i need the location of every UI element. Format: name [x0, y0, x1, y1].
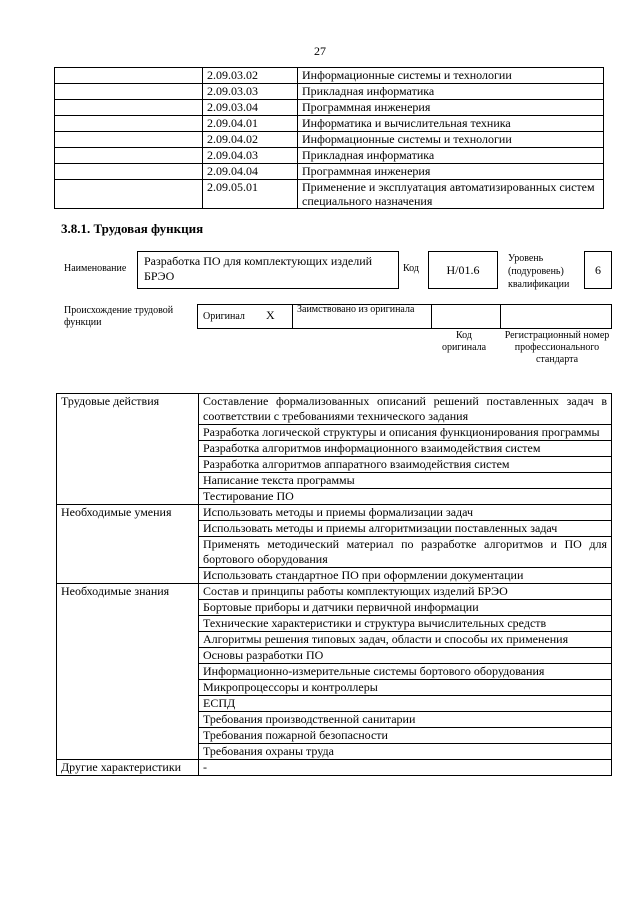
table-row [57, 394, 612, 425]
category-cell [57, 680, 199, 696]
original-mark: X [266, 308, 275, 322]
divider [292, 305, 293, 328]
category-cell [57, 728, 199, 744]
item-cell: Применять методический материал по разработке алгоритмов и ПО для бортового оборудования [199, 537, 612, 568]
empty-cell [55, 68, 203, 84]
category-cell [57, 457, 199, 473]
item-cell: Технические характеристики и структура вычислительных средств [199, 616, 612, 632]
function-name: Разработка ПО для комплектующих изделий БРЭО [137, 251, 399, 289]
table-row [55, 132, 604, 148]
specialty-name: Информационные системы и технологии [298, 68, 604, 84]
page-number: 27 [314, 44, 326, 58]
category-cell [57, 600, 199, 616]
category-cell [57, 441, 199, 457]
specialty-name: Программная инженерия [298, 164, 604, 180]
category-cell [57, 473, 199, 489]
table-row [57, 457, 612, 473]
specialty-code: 2.09.04.03 [203, 148, 298, 164]
level-label: Уровень (подуровень) квалификации [508, 253, 570, 290]
category-cell [57, 632, 199, 648]
item-cell: Разработка логической структуры и описания функционирования программы [199, 425, 612, 441]
item-cell: Использовать методы и приемы алгоритмизации поставленных задач [199, 521, 612, 537]
divider [431, 305, 432, 328]
table-row [55, 68, 604, 84]
table-row [57, 441, 612, 457]
specialties-table [54, 67, 604, 209]
table-row [55, 180, 604, 209]
origin-label: Происхождение трудовой функции [64, 305, 174, 328]
specialty-name: Информатика и вычислительная техника [298, 116, 604, 132]
item-cell: Основы разработки ПО [199, 648, 612, 664]
original-label: Оригинал [203, 311, 245, 322]
category-cell: Другие характеристики [57, 760, 199, 776]
category-cell [57, 489, 199, 505]
table-row [57, 712, 612, 728]
function-table [56, 393, 612, 776]
item-cell: Использовать стандартное ПО при оформлении документации [199, 568, 612, 584]
code-label: Код [403, 263, 419, 274]
specialty-name: Информационные системы и технологии [298, 132, 604, 148]
category-cell [57, 521, 199, 537]
category-cell [57, 648, 199, 664]
item-cell: - [199, 760, 612, 776]
empty-cell [55, 116, 203, 132]
specialty-name: Программная инженерия [298, 100, 604, 116]
table-row [57, 473, 612, 489]
specialty-code: 2.09.04.02 [203, 132, 298, 148]
item-cell: ЕСПД [199, 696, 612, 712]
specialty-code: 2.09.03.03 [203, 84, 298, 100]
function-code: H/01.6 [428, 251, 498, 289]
table-row [55, 164, 604, 180]
category-cell [57, 537, 199, 568]
table-row [57, 696, 612, 712]
specialty-name: Прикладная информатика [298, 84, 604, 100]
item-cell: Состав и принципы работы комплектующих изделий БРЭО [199, 584, 612, 600]
section-title: 3.8.1. Трудовая функция [61, 221, 204, 236]
table-row [55, 116, 604, 132]
item-cell: Требования охраны труда [199, 744, 612, 760]
empty-cell [55, 84, 203, 100]
category-cell: Необходимые умения [57, 505, 199, 521]
table-row [57, 616, 612, 632]
category-cell [57, 664, 199, 680]
table-row [57, 568, 612, 584]
table-row [55, 148, 604, 164]
specialty-name: Применение и эксплуатация автоматизированных систем специального назначения [298, 180, 604, 209]
item-cell: Требования пожарной безопасности [199, 728, 612, 744]
divider [500, 305, 501, 328]
item-cell: Составление формализованных описаний решений поставленных задач в соответствии с требованиями технического задания [199, 394, 612, 425]
category-cell: Трудовые действия [57, 394, 199, 425]
table-row [57, 584, 612, 600]
table-row [57, 680, 612, 696]
item-cell: Написание текста программы [199, 473, 612, 489]
item-cell: Алгоритмы решения типовых задач, области и способы их применения [199, 632, 612, 648]
item-cell: Требования производственной санитарии [199, 712, 612, 728]
empty-cell [55, 164, 203, 180]
code-caption: Код оригинала [441, 330, 487, 353]
item-cell: Тестирование ПО [199, 489, 612, 505]
qualification-level: 6 [584, 251, 612, 289]
item-cell: Использовать методы и приемы формализации задач [199, 505, 612, 521]
empty-cell [55, 180, 203, 209]
specialty-code: 2.09.03.02 [203, 68, 298, 84]
empty-cell [55, 100, 203, 116]
table-row [57, 521, 612, 537]
table-row [57, 489, 612, 505]
table-row [57, 648, 612, 664]
table-row [57, 632, 612, 648]
table-row [55, 84, 604, 100]
specialty-name: Прикладная информатика [298, 148, 604, 164]
empty-cell [55, 132, 203, 148]
item-cell: Микропроцессоры и контроллеры [199, 680, 612, 696]
name-label: Наименование [64, 263, 127, 274]
category-cell: Необходимые знания [57, 584, 199, 600]
table-row [57, 537, 612, 568]
table-row [57, 505, 612, 521]
borrowed-label: Заимствовано из оригинала [297, 304, 415, 315]
category-cell [57, 744, 199, 760]
specialty-code: 2.09.04.01 [203, 116, 298, 132]
category-cell [57, 712, 199, 728]
table-row [57, 664, 612, 680]
table-row [57, 760, 612, 776]
category-cell [57, 696, 199, 712]
table-row [55, 100, 604, 116]
table-row [57, 744, 612, 760]
specialty-code: 2.09.05.01 [203, 180, 298, 209]
category-cell [57, 616, 199, 632]
item-cell: Бортовые приборы и датчики первичной информации [199, 600, 612, 616]
empty-cell [55, 148, 203, 164]
item-cell: Разработка алгоритмов аппаратного взаимодействия систем [199, 457, 612, 473]
specialty-code: 2.09.04.04 [203, 164, 298, 180]
table-row [57, 425, 612, 441]
table-row [57, 728, 612, 744]
table-row [57, 600, 612, 616]
item-cell: Информационно-измерительные системы бортового оборудования [199, 664, 612, 680]
reg-caption: Регистрационный номер профессионального стандарта [504, 330, 610, 365]
category-cell [57, 568, 199, 584]
specialty-code: 2.09.03.04 [203, 100, 298, 116]
category-cell [57, 425, 199, 441]
item-cell: Разработка алгоритмов информационного взаимодействия систем [199, 441, 612, 457]
